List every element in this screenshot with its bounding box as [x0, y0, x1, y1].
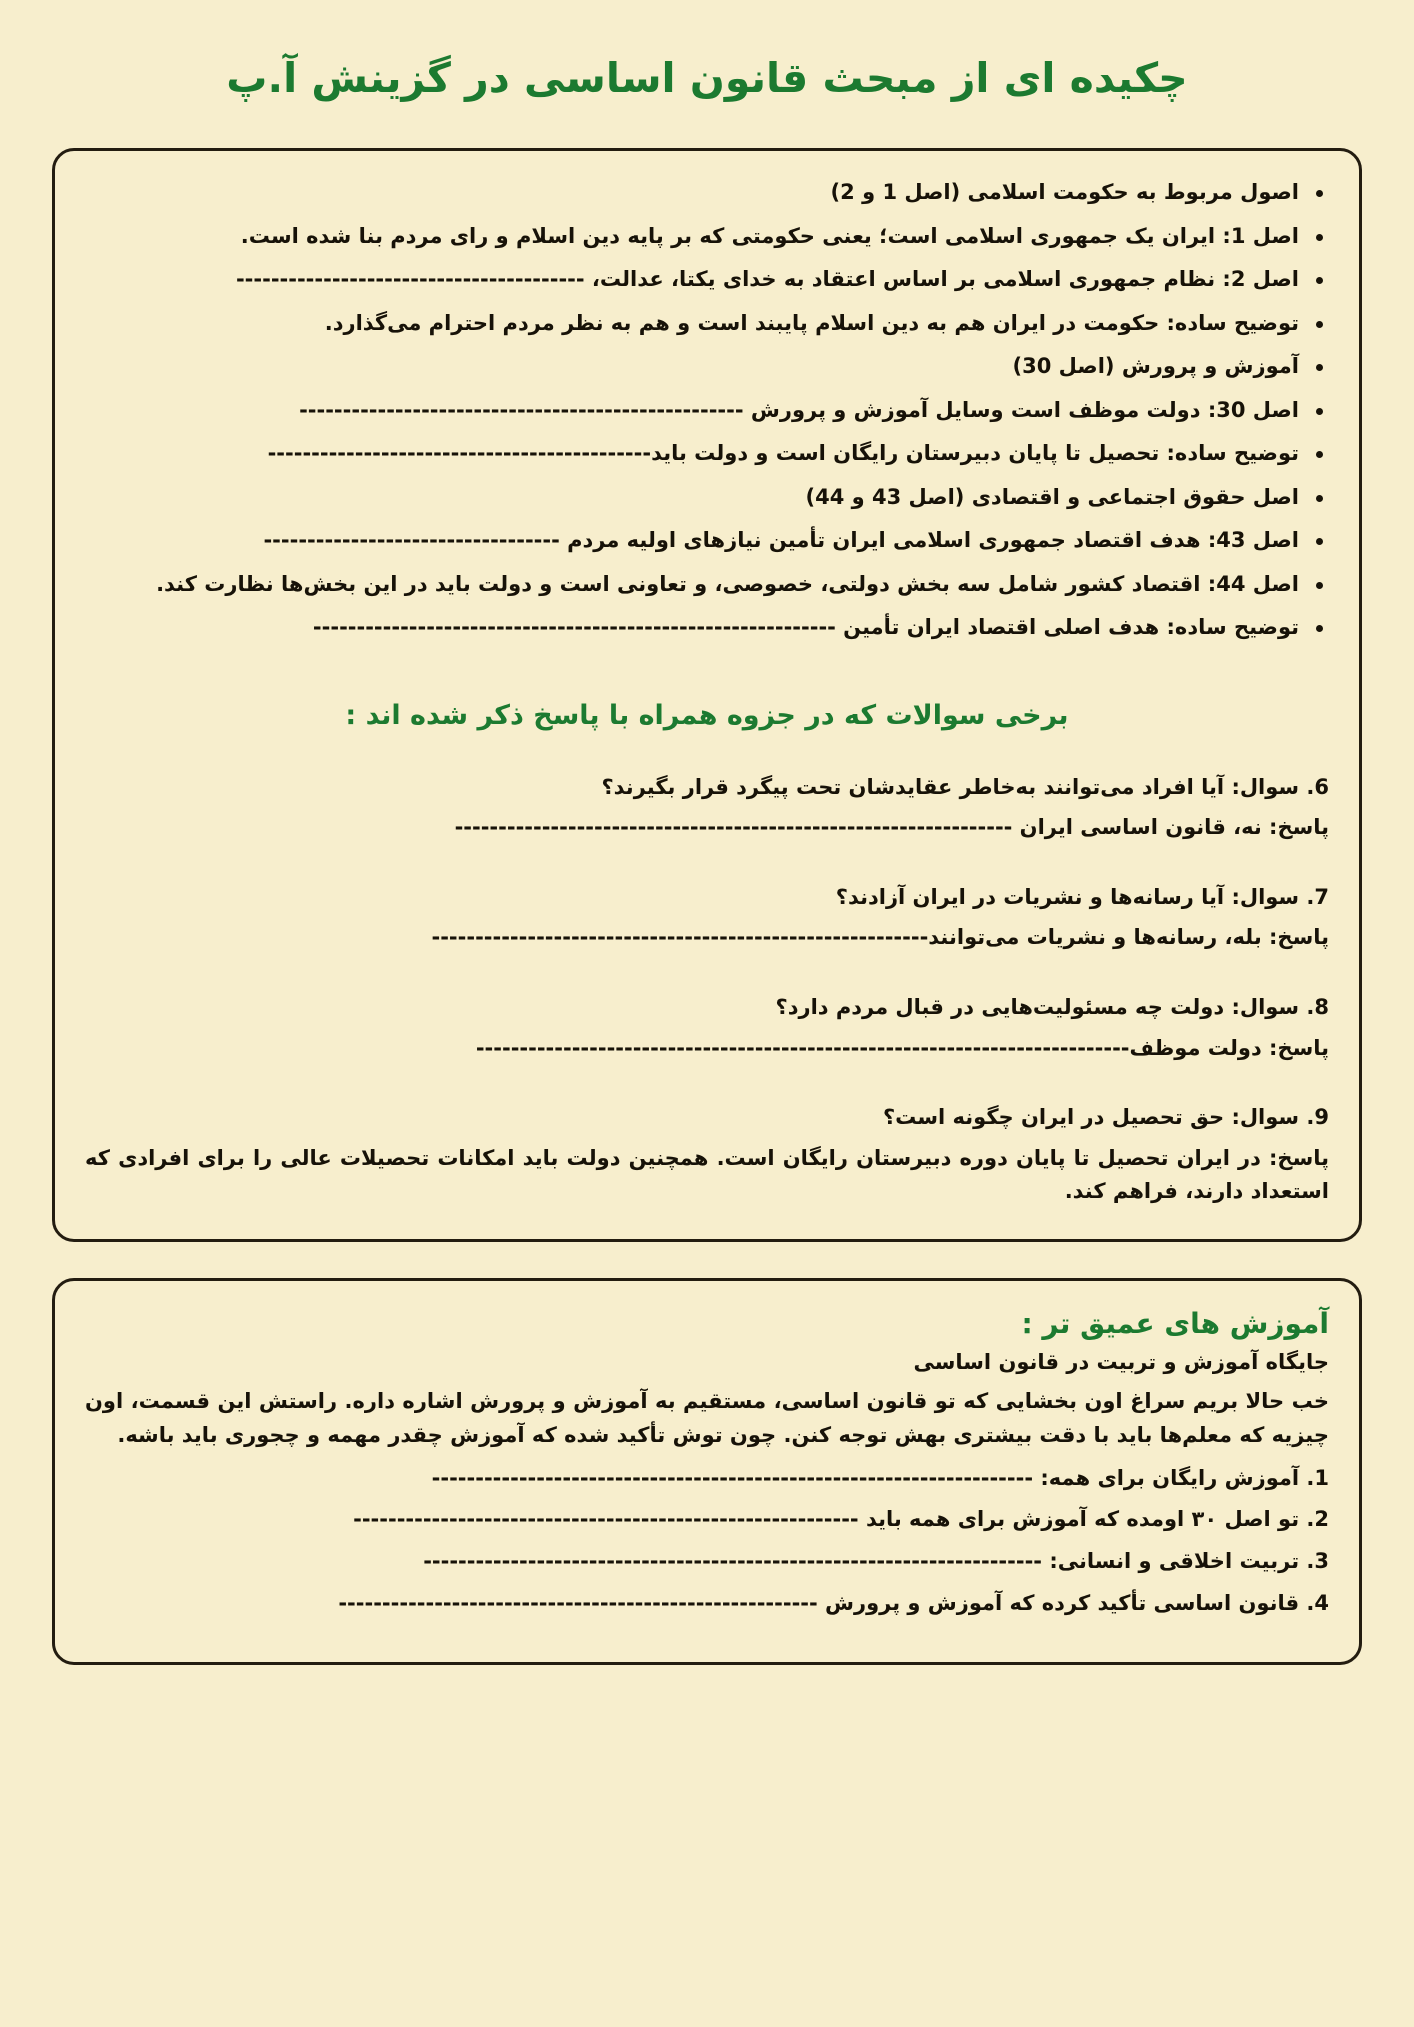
principles-bullet-list	[85, 177, 1329, 644]
bullet-dot-icon	[1316, 234, 1323, 241]
qa-item	[85, 771, 1329, 845]
questions-section-heading: برخی سوالات که در جزوه همراه با پاسخ ذکر شده اند :	[345, 699, 1069, 731]
bullet-dot-icon	[1316, 277, 1323, 284]
list-item-text: اصل 2: نظام جمهوری اسلامی بر اساس اعتقاد به خدای یکتا، عدالت، ----------------------------------------	[235, 267, 1299, 292]
bullet-dot-icon	[1316, 495, 1323, 502]
qa-item	[85, 881, 1329, 955]
list-item	[85, 482, 1329, 514]
qa-question: 9. سوال: حق تحصیل در ایران چگونه است؟	[882, 1105, 1329, 1130]
list-item	[85, 308, 1329, 340]
deep-learning-paragraph: خب حالا بریم سراغ اون بخشایی که تو قانون اساسی، مستقیم به آموزش و پرورش اشاره داره. راستش این قسمت، اون چیزیه که معلم‌ها باید با دقت بیشتری بهش توجه کنن. چون توش تأکید شده که آموزش چقدر مهمه و چجوری باید باشه.	[85, 1388, 1329, 1447]
qa-answer: پاسخ: در ایران تحصیل تا پایان دوره دبیرستان رایگان است. همچنین دولت باید امکانات تحصیلات عالی را برای افرادی که استعداد دارند، فراهم کند.	[85, 1145, 1329, 1204]
bullet-dot-icon	[1316, 190, 1323, 197]
list-item-text: اصل حقوق اجتماعی و اقتصادی (اصل 43 و 44)	[805, 484, 1299, 509]
list-item: 1. آموزش رایگان برای همه: ---------------------------------------------------------------------	[431, 1465, 1329, 1490]
list-item: 4. قانون اساسی تأکید کرده که آموزش و پرورش -------------------------------------------------------	[338, 1590, 1329, 1615]
list-item	[85, 569, 1329, 601]
deep-learning-subtitle: جایگاه آموزش و تربیت در قانون اساسی	[913, 1349, 1329, 1374]
qa-question: 8. سوال: دولت چه مسئولیت‌هایی در قبال مردم دارد؟	[775, 994, 1329, 1019]
qa-answer: پاسخ: نه، قانون اساسی ایران ----------------------------------------------------------------	[454, 815, 1329, 840]
bullet-dot-icon	[1316, 582, 1323, 589]
bullet-dot-icon	[1316, 451, 1323, 458]
qa-item	[85, 991, 1329, 1065]
list-item-text: آموزش و پرورش (اصل 30)	[1012, 354, 1299, 379]
deep-learning-card	[52, 1278, 1362, 1665]
list-item: 3. تربیت اخلاقی و انسانی: -----------------------------------------------------------------------	[423, 1549, 1329, 1574]
list-item	[85, 395, 1329, 427]
list-item-text: اصول مربوط به حکومت اسلامی (اصل 1 و 2)	[830, 180, 1299, 205]
bullet-dot-icon	[1316, 538, 1323, 545]
list-item-text: اصل 43: هدف اقتصاد جمهوری اسلامی ایران تأمین نیازهای اولیه مردم ----------------------------------	[263, 528, 1299, 553]
bullet-dot-icon	[1316, 625, 1323, 632]
list-item-text: توضیح ساده: هدف اصلی اقتصاد ایران تأمین ------------------------------------------------------------	[312, 615, 1299, 640]
list-item	[85, 177, 1329, 209]
list-item: 2. تو اصل ۳۰ اومده که آموزش برای همه باید ----------------------------------------------------------	[353, 1507, 1329, 1532]
list-item-text: اصل 30: دولت موظف است وسایل آموزش و پرورش ---------------------------------------------------	[299, 397, 1299, 422]
list-item	[85, 525, 1329, 557]
qa-question: 7. سوال: آیا رسانه‌ها و نشریات در ایران آزادند؟	[835, 884, 1329, 909]
qa-answer: پاسخ: دولت موظف---------------------------------------------------------------------------	[475, 1035, 1329, 1060]
deep-learning-title: آموزش های عمیق تر :	[1021, 1306, 1329, 1340]
page-root	[0, 27, 1414, 2027]
bullet-dot-icon	[1316, 321, 1323, 328]
list-item-text: اصل 44: اقتصاد کشور شامل سه بخش دولتی، خصوصی، و تعاونی است و دولت باید در این بخش‌ها نظارت کند.	[156, 571, 1299, 596]
list-item	[85, 612, 1329, 644]
list-item-text: توضیح ساده: حکومت در ایران هم به دین اسلام پایبند است و هم به نظر مردم احترام می‌گذارد.	[324, 310, 1299, 335]
list-item	[85, 351, 1329, 383]
page-title: چکیده ای از مبحث قانون اساسی در گزینش آ.پ	[226, 54, 1188, 103]
list-item-text: اصل 1: ایران یک جمهوری اسلامی است؛ یعنی حکومتی که بر پایه دین اسلام و رای مردم بنا شده است.	[240, 223, 1299, 248]
summary-card	[52, 148, 1362, 1242]
list-item	[85, 264, 1329, 296]
list-item	[85, 438, 1329, 470]
qa-item	[85, 1101, 1329, 1209]
qa-answer: پاسخ: بله، رسانه‌ها و نشریات می‌توانند---------------------------------------------------------	[431, 925, 1329, 950]
qa-question: 6. سوال: آیا افراد می‌توانند به‌خاطر عقایدشان تحت پیگرد قرار بگیرند؟	[601, 774, 1329, 799]
bullet-dot-icon	[1316, 364, 1323, 371]
deep-learning-numbered-list	[85, 1462, 1329, 1620]
bullet-dot-icon	[1316, 408, 1323, 415]
list-item-text: توضیح ساده: تحصیل تا پایان دبیرستان رایگان است و دولت باید--------------------------------------------	[267, 441, 1299, 466]
list-item	[85, 221, 1329, 253]
